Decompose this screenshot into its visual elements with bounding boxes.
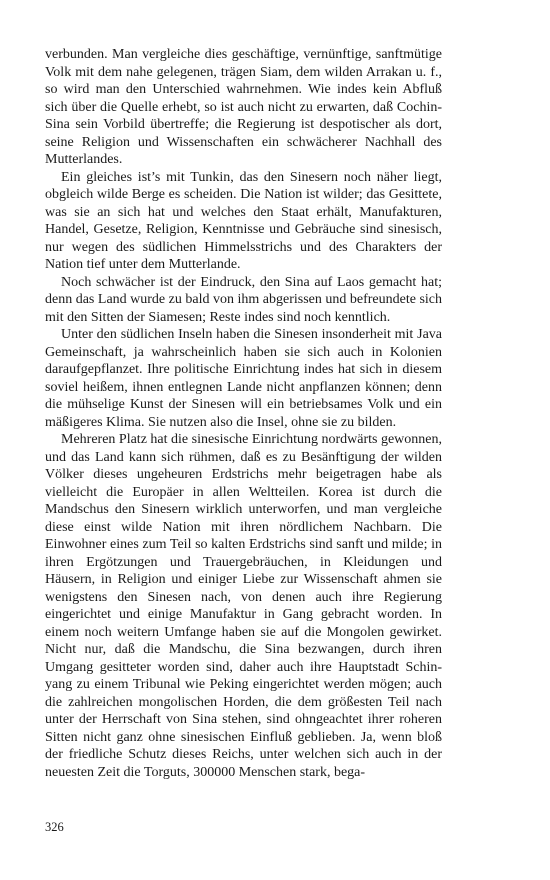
- paragraph-1: verbunden. Man vergleiche dies geschäftige, vernünftige, sanftmütige Volk mit dem nahe gelegenen, trägen Siam, dem wilden Arrakan u. f., so wird man den Unterschied wahrnehmen. Wie indes kein Abfluß sich über die Quelle erhebt, so ist auch nicht zu erwarten, daß Cochin-Sina sein Vorbild übertreffe; die Regierung ist despotischer als dort, seine Religion und Wissenschaften ein schwächerer Nachhall des Mutterlandes.: [45, 47, 442, 167]
- paragraph-5: Mehreren Platz hat die sinesische Einrichtung nordwärts gewonnen, und das Land kann sich rühmen, daß es zu Besänftigung der wilden Völker dieses ungeheuren Erdstrichs mehr beigetragen habe als vielleicht die Europäer in allen Weltteilen. Korea ist durch die Mandschus den Sinesern wirklich unterworfen, und man vergleiche diese einst wilde Nation mit ihren nördlichem Nachbarn. Die Einwohner eines zum Teil so kalten Erdstrichs sind sanft und milde; in ihren Ergötzungen und Trauergebräuchen, in Kleidungen und Häusern, in Religion und einiger Liebe zur Wissenschaft ahmen sie wenigstens den Sinesen nach, von denen auch ihre Regierung eingerichtet und einige Manufaktur in Gang gebracht worden. In einem noch weitern Umfange haben sie auf die Mongolen gewirket. Nicht nur, daß die Mandschu, die Sina bezwangen, durch ihren Umgang gesitteter worden sind, daher auch ihre Hauptstadt Schin-yang zu einem Tribunal wie Peking eingerichtet werden mögen; auch die zahlreichen mongolischen Horden, die dem größesten Teil nach unter der Herrschaft von Sina stehen, sind ohngeachtet ihrer roheren Sitten nicht ganz ohne sinesischen Einfluß geblieben. Ja, wenn bloß der friedliche Schutz dieses Reichs, unter welchen sich auch in der neuesten Zeit die Torguts, 300000 Menschen stark, bega-: [45, 432, 443, 780]
- paragraph-4: Unter den südlichen Inseln haben die Sinesen insonderheit mit Java Gemeinschaft, ja wahrscheinlich haben sie sich auch in Kolonien daraufgepflanzet. Ihre politische Einrichtung indes hat sich in diesem soviel heißem, ihnen entlegnen Lande nicht anpflanzen können; denn die mühselige Kunst der Sinesen will ein betriebsames Volk und ein mäßigeres Klima. Sie nutzen also die Insel, ohne sie zu bilden.: [45, 327, 442, 430]
- page-body: [45, 46, 442, 781]
- page-number: 326: [45, 820, 64, 834]
- paragraph-2: Ein gleiches ist’s mit Tunkin, das den Sinesern noch näher liegt, obgleich wilde Berge es scheiden. Die Nation ist wilder; das Gesittete, was sie an sich hat und welches den Staat erhält, Manufakturen, Handel, Gesetze, Religion, Kenntnisse und Gebräuche sind sinesisch, nur wegen des südlichen Himmelsstrichs und des Charakters der Nation tief unter dem Mutterlande.: [45, 169, 442, 272]
- paragraph-3: Noch schwächer ist der Eindruck, den Sina auf Laos gemacht hat; denn das Land wurde zu bald von ihm abgerissen und befreundete sich mit den Sitten der Siamesen; Reste indes sind noch kenntlich.: [45, 274, 442, 325]
